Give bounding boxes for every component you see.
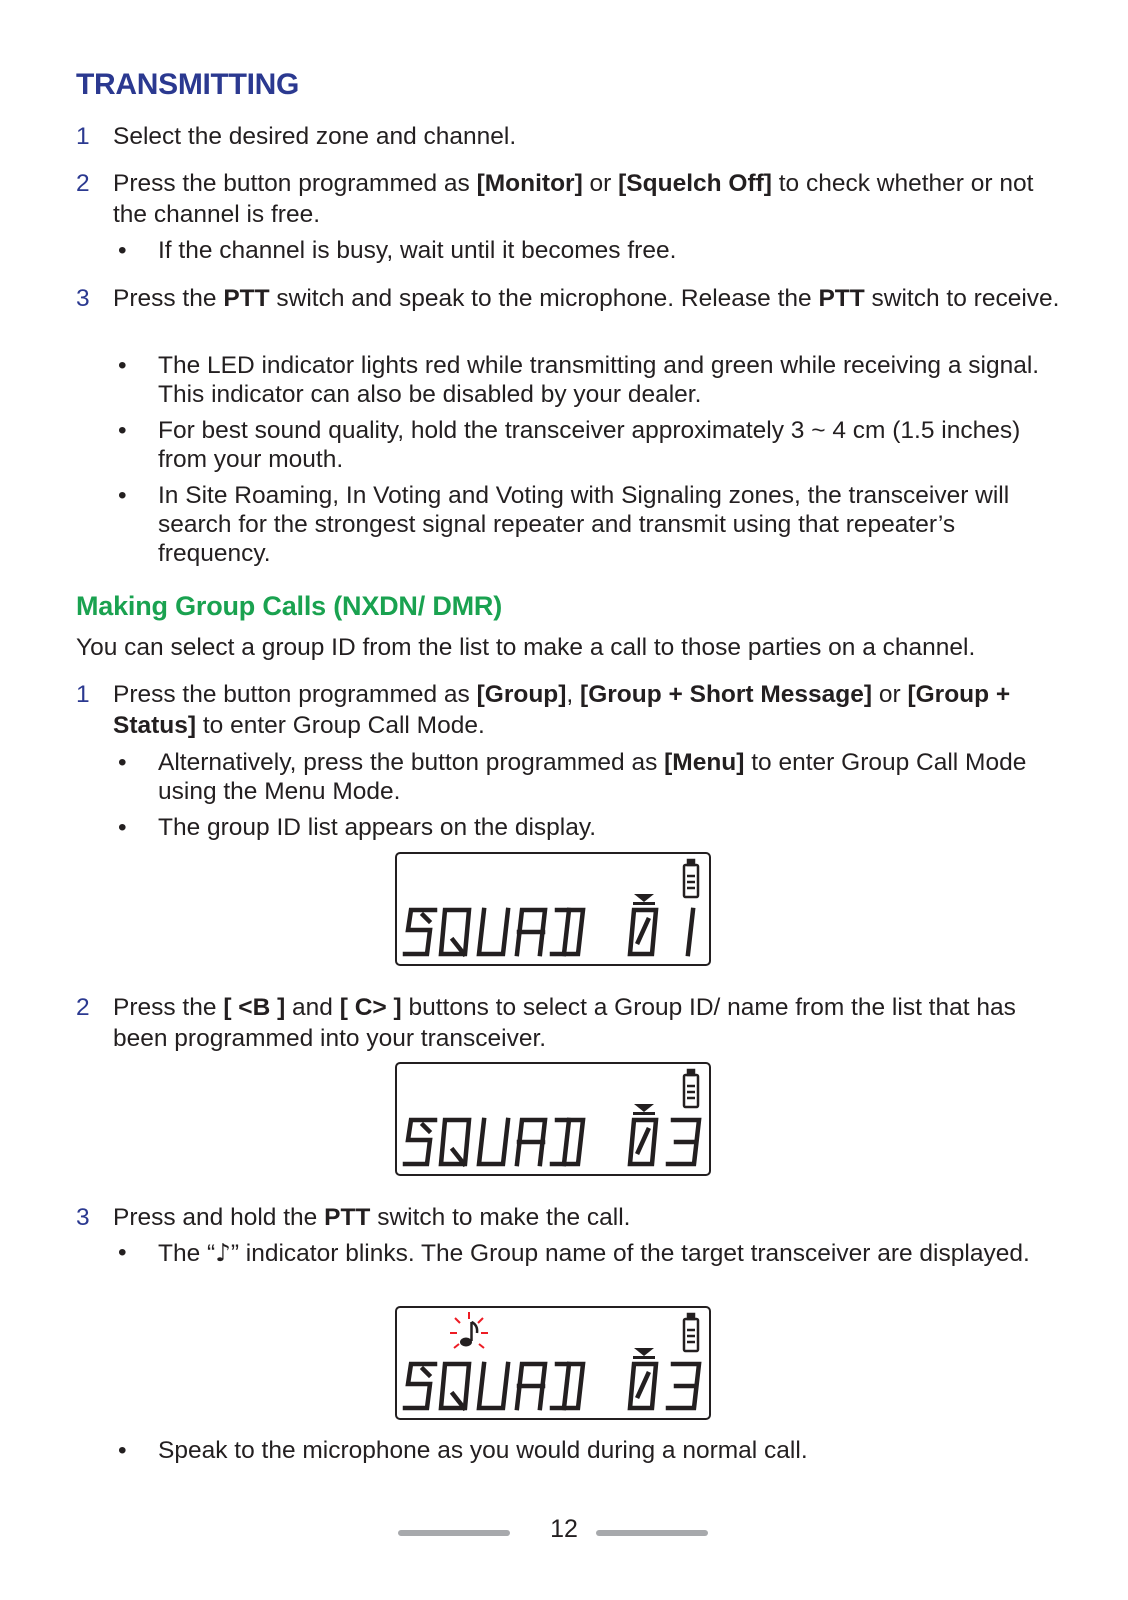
lcd-display: [395, 852, 711, 966]
subsection-title: Making Group Calls (NXDN/ DMR): [76, 591, 503, 621]
bullet-text: If the channel is busy, wait until it becomes free.: [158, 237, 677, 264]
bullet-text: Speak to the microphone as you would during a normal call.: [158, 1437, 808, 1464]
bullet-text: In Site Roaming, In Voting and Voting with Signaling zones, the transceiver will search for the strongest signal repeater and transmit using that repeater’s frequency.: [158, 482, 1010, 567]
key-label: PTT: [223, 285, 270, 312]
intro-paragraph: You can select a group ID from the list to make a call to those parties on a channel.: [76, 634, 976, 661]
lcd-segment-text: [405, 1364, 699, 1408]
step-number: 1: [76, 123, 90, 150]
page-number: 12: [550, 1515, 578, 1543]
footer-rule-right: [596, 1530, 708, 1536]
lcd-display: [395, 1062, 711, 1176]
step-text: Select the desired zone and channel.: [113, 123, 517, 150]
step-number: 3: [76, 1204, 90, 1231]
key-label: [Group]: [476, 681, 567, 708]
battery-icon: [684, 1314, 698, 1351]
music-note-icon: ♪: [215, 1238, 231, 1267]
step-number: 3: [76, 285, 90, 312]
bullet-dot: •: [118, 814, 127, 841]
key-label: [Menu]: [664, 749, 745, 776]
step-number: 2: [76, 170, 90, 197]
step-text: Press the PTT switch and speak to the microphone. Release the PTT switch to receive.: [113, 285, 1060, 312]
step-number: 2: [76, 994, 90, 1021]
step-number: 1: [76, 681, 90, 708]
selection-marker: [633, 1348, 655, 1359]
battery-icon: [684, 860, 698, 897]
step-text: Press the button programmed as [Monitor] or [Squelch Off] to check whether or not the channel is free.: [113, 170, 1034, 228]
bullet-text: The LED indicator lights red while transmitting and green while receiving a signal. This indicator can also be disabled by your dealer.: [158, 352, 1040, 408]
bullet-dot: •: [118, 749, 127, 776]
footer-rule-left: [398, 1530, 510, 1536]
bullet-text: The group ID list appears on the display.: [158, 814, 597, 841]
key-label: [Monitor]: [476, 170, 583, 197]
battery-icon: [684, 1070, 698, 1107]
bullet-dot: •: [118, 482, 127, 509]
bullet-text: For best sound quality, hold the transceiver approximately 3 ~ 4 cm (1.5 inches) from your mouth.: [158, 417, 1021, 473]
step-text: Press and hold the PTT switch to make the call.: [113, 1204, 631, 1231]
key-label: [Squelch Off]: [618, 170, 772, 197]
bullet-dot: •: [118, 352, 127, 379]
lcd-segment-text: [405, 910, 693, 954]
bullet-dot: •: [118, 417, 127, 444]
key-label: PTT: [818, 285, 865, 312]
key-label: [ C> ]: [339, 994, 402, 1021]
bullet-text: The “♪” indicator blinks. The Group name of the target transceiver are displayed.: [158, 1238, 1030, 1267]
music-note-icon: [450, 1312, 488, 1348]
bullet-dot: •: [118, 237, 127, 264]
key-label: [Group + Short Message]: [580, 681, 873, 708]
selection-marker: [633, 894, 655, 905]
step-text: Press the button programmed as [Group], [Group + Short Message] or [Group + Status] to enter Group Call Mode.: [113, 681, 1011, 739]
step-text: Press the [ <B ] and [ C> ] buttons to select a Group ID/ name from the list that has been programmed into your transceiver.: [113, 994, 1016, 1052]
bullet-dot: •: [118, 1437, 127, 1464]
key-label: [ <B ]: [223, 994, 286, 1021]
bullet-text: Alternatively, press the button programmed as [Menu] to enter Group Call Mode using the Menu Mode.: [158, 749, 1027, 805]
selection-marker: [633, 1104, 655, 1115]
section-title: TRANSMITTING: [76, 68, 300, 101]
key-label: PTT: [324, 1204, 371, 1231]
lcd-display: [395, 1306, 711, 1420]
lcd-segment-text: [405, 1120, 699, 1164]
key-label: [Group + Status]: [113, 681, 1011, 739]
bullet-dot: •: [118, 1239, 127, 1266]
